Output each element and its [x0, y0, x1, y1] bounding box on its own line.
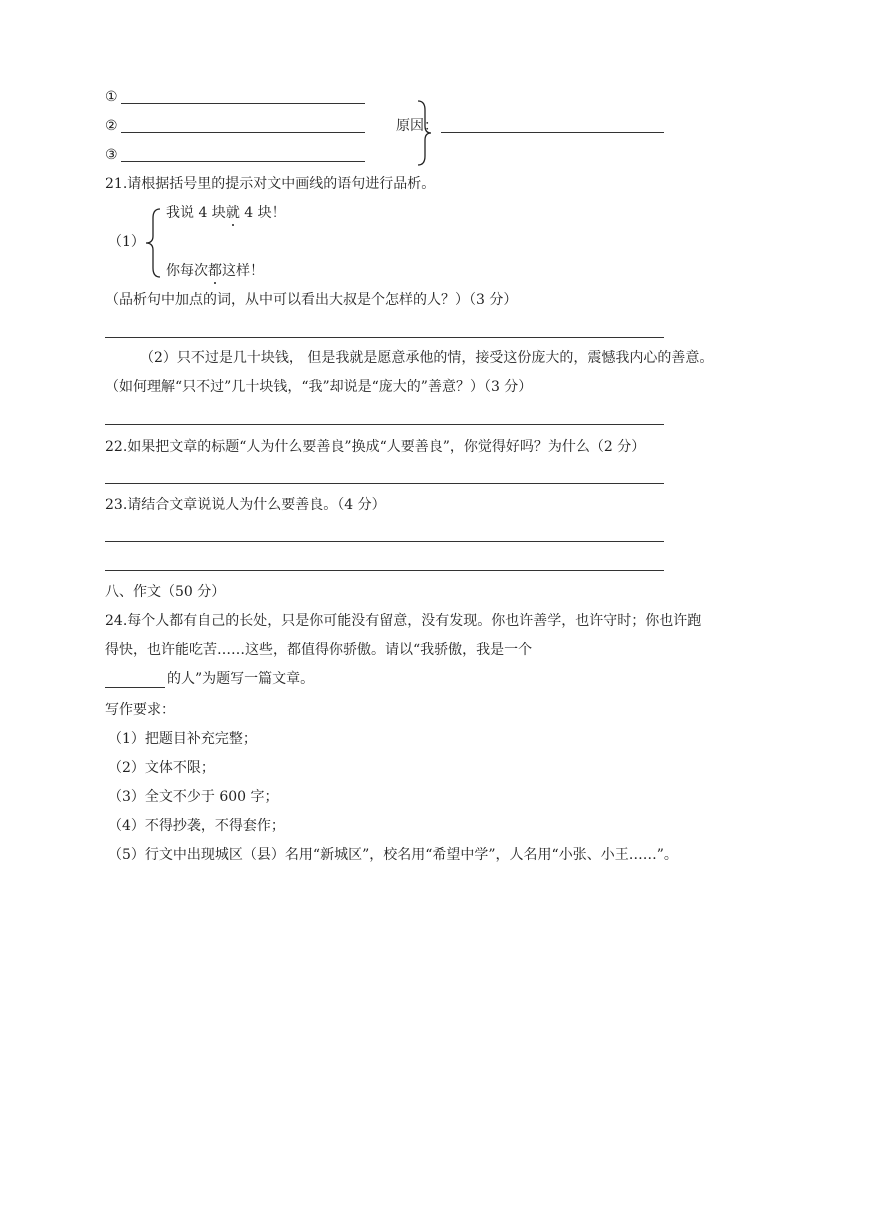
q21-part1-label: （1） [108, 234, 145, 250]
q21-part1-sentence-2 [166, 262, 264, 280]
answer-line-1[interactable] [121, 103, 365, 104]
q21-part2-sentence: （2）只不过是几十块钱， 但是我就是愿意承他的情，接受这份庞大的，震憾我内心的善意。 [140, 350, 714, 366]
dotted-word-dou: 都 [208, 263, 222, 279]
reason-answer-line[interactable] [441, 132, 664, 133]
q22-answer-line[interactable] [105, 483, 664, 484]
section-8-heading: 八、作文（50 分） [105, 584, 226, 600]
dotted-word-jiu: 就 [225, 205, 240, 221]
q21-part1-hint: （品析句中加点的词，从中可以看出大叔是个怎样的人？）（3 分） [105, 292, 518, 308]
q21-part1-answer-line[interactable] [105, 337, 664, 338]
left-brace-icon [144, 208, 162, 278]
requirement-item: （5）行文中出现城区（县）名用“新城区”，校名用“希望中学”，人名用“小张、小王……”。 [108, 847, 678, 863]
requirement-item: （4）不得抄袭，不得套作； [108, 818, 285, 834]
requirement-item: （2）文体不限； [108, 760, 215, 776]
answer-marker-3: ③ [105, 147, 118, 163]
sentence-1-text-b: 4 块！ [239, 205, 286, 221]
q23-answer-line-2[interactable] [105, 570, 664, 571]
q24-prompt-line-3-text: 的人”为题写一篇文章。 [167, 671, 315, 687]
title-fill-blank[interactable] [105, 673, 165, 688]
requirements-title: 写作要求： [105, 702, 175, 718]
answer-line-2[interactable] [121, 132, 365, 133]
sentence-2-text-a: 你每次 [166, 263, 208, 279]
q21-part2-answer-line[interactable] [105, 424, 664, 425]
requirement-item: （1）把题目补充完整； [108, 731, 257, 747]
sentence-1-text-a: 我说 4 块 [166, 205, 226, 221]
answer-line-3[interactable] [121, 161, 365, 162]
q21-part2-hint: （如何理解“只不过”几十块钱，“我”却说是“庞大的”善意？）（3 分） [105, 379, 533, 395]
answer-marker-2: ② [105, 118, 118, 134]
requirement-item: （3）全文不少于 600 字； [108, 789, 279, 805]
reason-label: 原因： [396, 118, 438, 134]
q23-prompt: 23.请结合文章说说人为什么要善良。（4 分） [105, 497, 386, 513]
q21-part1-sentence-1 [166, 204, 286, 222]
q24-prompt-line-3 [105, 670, 314, 688]
q21-prompt: 21.请根据括号里的提示对文中画线的语句进行品析。 [105, 176, 436, 192]
q23-answer-line-1[interactable] [105, 541, 664, 542]
q24-prompt-line-1: 24.每个人都有自己的长处，只是你可能没有留意，没有发现。你也许善学，也许守时；你也许跑 [105, 613, 702, 629]
sentence-2-text-b: 这样！ [222, 263, 264, 279]
q22-prompt: 22.如果把文章的标题“人为什么要善良”换成“人要善良”，你觉得好吗？为什么（2 分） [105, 439, 646, 455]
q24-prompt-line-2: 得快，也许能吃苦……这些，都值得你骄傲。请以“我骄傲，我是一个 [105, 642, 533, 658]
answer-marker-1: ① [105, 89, 118, 105]
